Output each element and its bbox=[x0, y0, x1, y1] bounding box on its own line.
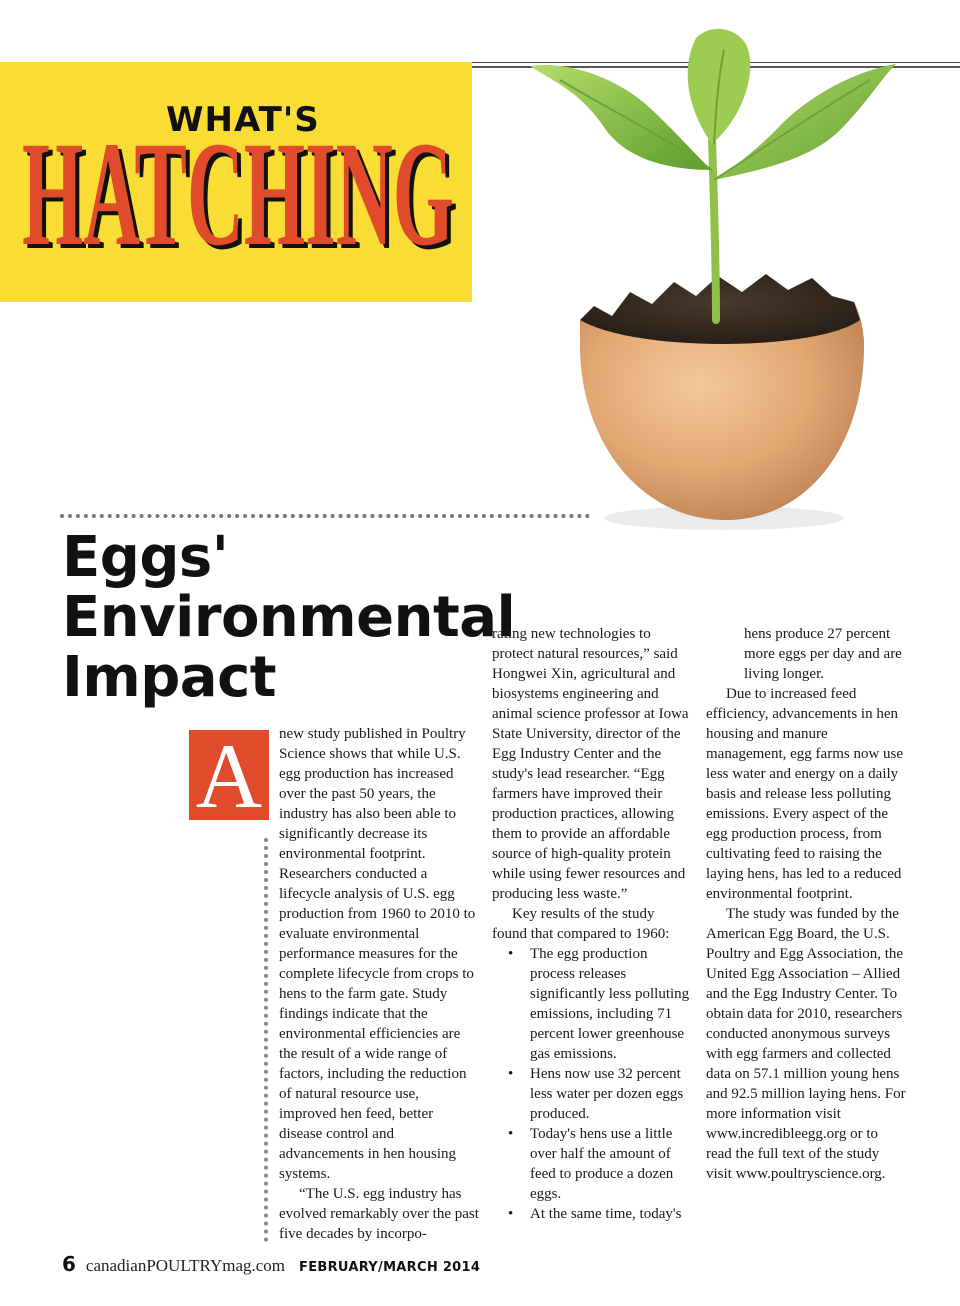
paragraph-intro: new study published in Poultry Science shows that while U.S. egg production has increased over the past 50 years, the industry has also been able to significantly decrease its environmental footprint. Researchers conducted a lifecycle analysis of U.S. egg production from 1960 to 2010 to evaluate environmental performance measures for the complete lifecycle from crops to hens to the farm gate. Study findings indicate that the environmental efficiencies are the result of a wide range of factors, including the reduction of natural resource use, improved hen feed, better disease control and advancements in hen housing systems. bbox=[279, 726, 476, 1182]
list-item: • At the same time, today's bbox=[492, 1204, 690, 1224]
paragraph-funding: The study was funded by the American Egg Board, the U.S. Poultry and Egg Association, the United Egg Association – Allied and the Egg Industry Center. To obtain data for 2010, researchers conducted anonymous surveys with egg farmers and collected data on 57.1 million young hens and 92.5 million laying hens. For more information visit www.incredibleegg.org or to read the full text of the study visit www.poultryscience.org. bbox=[706, 906, 906, 1182]
list-item: • The egg production process releases significantly less polluting emissions, including 71 percent lower greenhouse gas emissions. bbox=[492, 944, 690, 1064]
drop-cap: A bbox=[189, 730, 269, 820]
article-column-1 bbox=[279, 724, 479, 1244]
column-dotted-rule bbox=[264, 838, 268, 1242]
paragraph-quote: “The U.S. egg industry has evolved remarkably over the past five decades by incorpo- bbox=[279, 1186, 479, 1242]
page-number: 6 bbox=[62, 1252, 76, 1276]
svg-text:HATCHING: HATCHING bbox=[22, 132, 454, 260]
issue-date: FEBRUARY/MARCH 2014 bbox=[299, 1260, 481, 1275]
list-item: • Today's hens use a little over half the amount of feed to produce a dozen eggs. bbox=[492, 1124, 690, 1204]
sprout-in-eggshell-photo bbox=[520, 20, 900, 540]
paragraph-key-results: Key results of the study found that compared to 1960: bbox=[492, 906, 670, 942]
article-column-3 bbox=[706, 624, 906, 1184]
list-item: • Hens now use 32 percent less water per dozen eggs produced. bbox=[492, 1064, 690, 1124]
paragraph-efficiency: Due to increased feed efficiency, advancements in hen housing and manure management, egg farms now use less water and energy on a daily basis and release less polluting emissions. Every aspect of the egg production process, from cultivating feed to raising the laying hens, has led to a reduced environmental footprint. bbox=[706, 686, 904, 902]
page-footer bbox=[62, 1252, 480, 1280]
section-title-hatching bbox=[18, 132, 458, 260]
key-results-list bbox=[492, 944, 690, 1224]
svg-text:HATCHING: HATCHING bbox=[26, 132, 458, 260]
paragraph-quote-cont: rating new technologies to protect natural resources,” said Hongwei Xin, agricultural and biosystems engineering and animal science professor at Iowa State University, director of the Egg Industry Center and the study's lead researcher. “Egg farmers have improved their production practices, allowing them to provide an affordable source of high-quality protein while using fewer resources and producing less waste.” bbox=[492, 626, 689, 902]
headline-dotted-rule bbox=[60, 514, 590, 518]
bullet-continuation: hens produce 27 percent more eggs per day and are living longer. bbox=[744, 626, 902, 682]
article-headline: Eggs' Environmental Impact bbox=[62, 525, 516, 710]
magazine-url: canadianPOULTRYmag.com bbox=[85, 1256, 286, 1275]
article-column-2 bbox=[492, 624, 690, 1224]
section-kicker: WHAT'S bbox=[166, 100, 320, 140]
